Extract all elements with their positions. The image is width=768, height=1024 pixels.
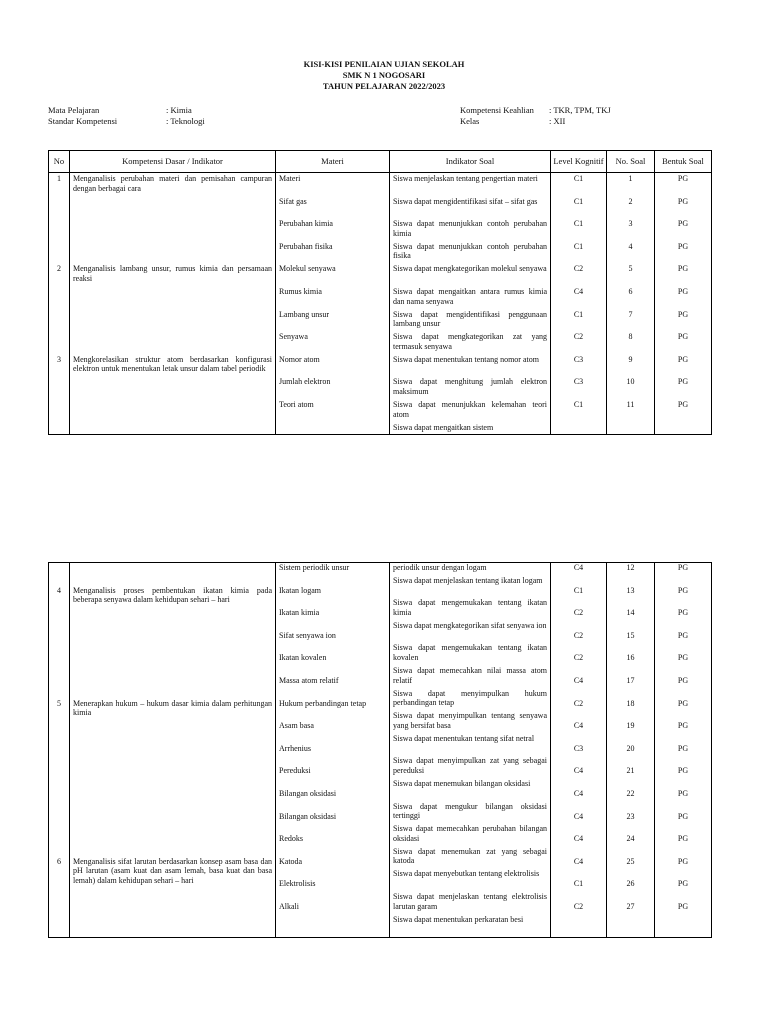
bentuk-cell: PG (677, 241, 689, 251)
indikator-cell: Siswa dapat menyimpulkan zat yang sebagai pereduksi (393, 756, 547, 775)
level-cell: C2 (573, 698, 584, 708)
bentuk-cell: PG (677, 174, 689, 183)
level-cell: C1 (573, 174, 584, 183)
school-year: TAHUN PELAJARAN 2022/2023 (322, 81, 446, 91)
level-cell: C4 (573, 789, 584, 798)
level-cell: C3 (573, 354, 584, 364)
soal-number-cell: 17 (626, 676, 635, 685)
level-cell: C1 (573, 309, 584, 319)
soal-number-cell: 24 (626, 834, 635, 844)
bentuk-cell: PG (677, 400, 689, 409)
level-cell: C4 (573, 676, 584, 685)
kd-number: 5 (57, 698, 61, 708)
soal-number-cell: 14 (626, 608, 635, 618)
indikator-cell: Siswa dapat menunjukkan contoh perubahan kimia (393, 219, 547, 238)
bentuk-cell: PG (677, 902, 689, 911)
kd-text: Menerapkan hukum – hukum dasar kimia dalam perhitungan kimia (73, 698, 272, 718)
indikator-cell: Siswa dapat menunjukkan contoh perubahan fisika (393, 241, 547, 261)
materi-cell: Jumlah elektron (279, 377, 331, 387)
materi-cell: Elektrolisis (279, 879, 316, 889)
materi-cell: Bilangan oksidasi (279, 811, 337, 821)
kd-text: Mengkorelasikan struktur atom berdasarkan konfigurasi elektron untuk menentukan letak unsur dalam tabel periodik (73, 354, 272, 374)
bentuk-cell: PG (677, 856, 689, 866)
level-cell: C4 (573, 811, 584, 821)
bentuk-cell: PG (677, 608, 689, 618)
materi-cell: Ikatan kimia (279, 608, 320, 618)
soal-number-cell: 10 (626, 377, 635, 387)
indikator-cell: Siswa dapat menyimpulkan hukum perbandingan tetap (393, 688, 547, 708)
indikator-cell: Siswa dapat mengkategorikan molekul senyawa (393, 264, 547, 274)
level-cell: C2 (573, 902, 584, 911)
bentuk-cell: PG (677, 789, 689, 798)
col-kd-header: Kompetensi Dasar / Indikator (70, 151, 276, 173)
soal-number-cell: 18 (626, 698, 635, 708)
bentuk-cell: PG (677, 585, 689, 595)
materi-cell: Molekul senyawa (279, 264, 336, 274)
level-cell: C4 (573, 721, 584, 731)
indikator-cell: Siswa dapat menjelaskan tentang elektrolisis larutan garam (393, 892, 547, 911)
level-cell: C2 (573, 264, 584, 274)
indikator-cell: Siswa menjelaskan tentang pengertian materi (393, 174, 538, 183)
kk-label: Kompetensi Keahlian (460, 105, 534, 115)
table-body-row (49, 563, 712, 938)
kd-number: 6 (57, 856, 61, 866)
bentuk-cell: PG (677, 743, 689, 753)
materi-cell: Nomor atom (279, 354, 320, 364)
col-level-header: Level Kognitif (551, 151, 607, 173)
level-cell: C1 (573, 879, 584, 889)
level-cell: C3 (573, 743, 584, 753)
kd-text: Menganalisis perubahan materi dan pemisahan campuran dengan berbagai cara (73, 174, 272, 193)
level-cell: C1 (573, 241, 584, 251)
materi-cell: Ikatan logam (279, 585, 321, 595)
materi-cell: Lambang unsur (279, 309, 329, 319)
level-cell: C4 (573, 834, 584, 844)
level-cell: C2 (573, 608, 584, 618)
soal-number-cell: 26 (626, 879, 635, 889)
kisi-table-page1 (48, 150, 712, 435)
bentuk-cell: PG (677, 563, 689, 572)
materi-cell: Perubahan kimia (279, 219, 333, 229)
level-cell: C1 (573, 196, 584, 206)
level-cell: C4 (573, 766, 584, 776)
kelas-value: : XII (549, 116, 566, 126)
indikator-cell: Siswa dapat mengukur bilangan oksidasi tertinggi (393, 801, 547, 821)
level-cell: C1 (573, 219, 584, 229)
soal-number-cell: 25 (626, 856, 635, 866)
col-no-header: No (49, 151, 70, 173)
soal-number-cell: 23 (626, 811, 635, 821)
level-cell: C4 (573, 563, 584, 572)
level-cell: C3 (573, 377, 584, 387)
soal-number-cell: 7 (628, 309, 633, 319)
indikator-cell: Siswa dapat memecahkan nilai massa atom relatif (393, 666, 547, 685)
level-cell: C4 (573, 856, 584, 866)
indikator-cell: periodik unsur dengan logam (393, 563, 487, 572)
materi-cell: Sifat gas (279, 196, 307, 206)
bentuk-cell: PG (677, 332, 689, 342)
materi-cell: Ikatan kovalen (279, 653, 327, 663)
bentuk-cell: PG (677, 309, 689, 319)
indikator-cell: Siswa dapat menghitung jumlah elektron maksimum (393, 377, 547, 396)
materi-cell: Senyawa (279, 332, 308, 342)
bentuk-cell: PG (677, 354, 689, 364)
materi-cell: Redoks (279, 834, 303, 844)
soal-number-cell: 3 (628, 219, 633, 229)
indikator-cell: Siswa dapat menunjukkan kelemahan teori atom (393, 400, 547, 419)
bentuk-cell: PG (677, 721, 689, 731)
soal-number-cell: 15 (626, 630, 635, 640)
bentuk-cell: PG (677, 676, 689, 685)
indikator-cell: Siswa dapat menjelaskan tentang ikatan logam (393, 575, 543, 585)
materi-cell: Rumus kimia (279, 287, 322, 296)
materi-cell: Sistem periodik unsur (279, 563, 350, 572)
indikator-cell: Siswa dapat menyimpulkan tentang senyawa yang bersifat basa (393, 711, 547, 730)
bentuk-cell: PG (677, 653, 689, 663)
materi-cell: Massa atom relatif (279, 676, 339, 685)
level-cell: C4 (573, 287, 584, 296)
bentuk-cell: PG (677, 811, 689, 821)
col-indikator-header: Indikator Soal (390, 151, 551, 173)
indikator-cell: Siswa dapat menentukan tentang nomor atom (393, 354, 539, 364)
materi-cell: Bilangan oksidasi (279, 789, 337, 798)
soal-number-cell: 5 (628, 264, 633, 274)
soal-number-cell: 20 (626, 743, 635, 753)
level-cell: C2 (573, 332, 584, 342)
indikator-cell: Siswa dapat menemukan bilangan oksidasi (393, 779, 531, 788)
bentuk-cell: PG (677, 219, 689, 229)
doc-title: KISI-KISI PENILAIAN UJIAN SEKOLAH (303, 59, 465, 69)
col-bentuk-header: Bentuk Soal (655, 151, 712, 173)
kelas-label: Kelas (460, 116, 480, 126)
indikator-cell: Siswa dapat mengidentifikasi sifat – sifat gas (393, 196, 538, 206)
kd-text: Menganalisis proses pembentukan ikatan kimia pada beberapa senyawa dalam kehidupan sehari – hari (73, 585, 272, 605)
level-cell: C1 (573, 585, 584, 595)
level-cell: C2 (573, 653, 584, 663)
kisi-table-page2 (48, 562, 712, 938)
level-cell: C1 (573, 400, 584, 409)
indikator-cell: Siswa dapat menentukan perkaratan besi (393, 914, 524, 924)
sk-label: Standar Kompetensi (48, 116, 118, 126)
table-header-row (49, 151, 712, 173)
indikator-cell: Siswa dapat mengaitkan sistem (393, 422, 494, 432)
sk-value: : Teknologi (166, 116, 205, 126)
soal-number-cell: 21 (626, 766, 635, 776)
soal-number-cell: 22 (626, 789, 635, 798)
bentuk-cell: PG (677, 766, 689, 776)
soal-number-cell: 27 (626, 902, 635, 911)
indikator-cell: Siswa dapat mengkategorikan zat yang termasuk senyawa (393, 332, 547, 351)
soal-number-cell: 2 (628, 196, 633, 206)
materi-cell: Sifat senyawa ion (279, 630, 336, 640)
kd-number: 3 (57, 354, 61, 364)
bentuk-cell: PG (677, 377, 689, 387)
soal-number-cell: 6 (628, 287, 633, 296)
indikator-cell: Siswa dapat menentukan tentang sifat netral (393, 733, 535, 743)
soal-number-cell: 9 (628, 354, 633, 364)
materi-cell: Arrhenius (279, 743, 311, 753)
bentuk-cell: PG (677, 196, 689, 206)
kd-number: 2 (57, 264, 61, 274)
kk-value: : TKR, TPM, TKJ (549, 105, 611, 115)
col-nosoal-header: No. Soal (607, 151, 655, 173)
soal-number-cell: 8 (628, 332, 633, 342)
materi-cell: Teori atom (279, 400, 314, 409)
soal-number-cell: 16 (626, 653, 635, 663)
mapel-label: Mata Pelajaran (48, 105, 100, 115)
materi-cell: Materi (279, 174, 301, 183)
bentuk-cell: PG (677, 698, 689, 708)
materi-cell: Katoda (279, 856, 303, 866)
soal-number-cell: 4 (628, 241, 633, 251)
indikator-cell: Siswa dapat memecahkan perubahan bilangan oksidasi (393, 824, 547, 843)
kd-text: Menganalisis sifat larutan berdasarkan konsep asam basa dan pH larutan (asam kuat dan asam lemah, basa kuat dan basa lemah) dalam kehidupan sehari – hari (73, 856, 272, 885)
indikator-cell: Siswa dapat mengidentifikasi penggunaan lambang unsur (393, 309, 547, 329)
indikator-cell: Siswa dapat mengkategorikan sifat senyawa ion (393, 620, 547, 630)
mapel-value: : Kimia (166, 105, 192, 115)
bentuk-cell: PG (677, 630, 689, 640)
materi-cell: Pereduksi (279, 766, 311, 776)
indikator-cell: Siswa dapat menemukan zat yang sebagai katoda (393, 846, 547, 866)
soal-number-cell: 19 (626, 721, 635, 731)
bentuk-cell: PG (677, 264, 689, 274)
materi-cell: Hukum perbandingan tetap (279, 698, 367, 708)
level-cell: C2 (573, 630, 584, 640)
materi-cell: Perubahan fisika (279, 241, 333, 251)
materi-cell: Alkali (279, 902, 299, 911)
indikator-cell: Siswa dapat mengemukakan tentang ikatan kimia (393, 598, 547, 617)
school-name: SMK N 1 NOGOSARI (342, 70, 426, 80)
materi-cell: Asam basa (279, 721, 314, 731)
indikator-cell: Siswa dapat menyebutkan tentang elektrolisis (393, 869, 540, 879)
kd-number: 4 (57, 585, 61, 595)
soal-number-cell: 13 (626, 585, 635, 595)
col-materi-header: Materi (276, 151, 390, 173)
kd-number: 1 (57, 174, 61, 183)
bentuk-cell: PG (677, 287, 689, 296)
bentuk-cell: PG (677, 834, 689, 844)
soal-number-cell: 12 (626, 563, 635, 572)
soal-number-cell: 1 (628, 174, 633, 183)
kd-text: Menganalisis lambang unsur, rumus kimia dan persamaan reaksi (73, 264, 272, 283)
indikator-cell: Siswa dapat mengaitkan antara rumus kimia dan nama senyawa (393, 287, 547, 306)
soal-number-cell: 11 (626, 400, 635, 409)
bentuk-cell: PG (677, 879, 689, 889)
table-body-row (49, 173, 712, 435)
indikator-cell: Siswa dapat mengemukakan tentang ikatan kovalen (393, 643, 547, 662)
